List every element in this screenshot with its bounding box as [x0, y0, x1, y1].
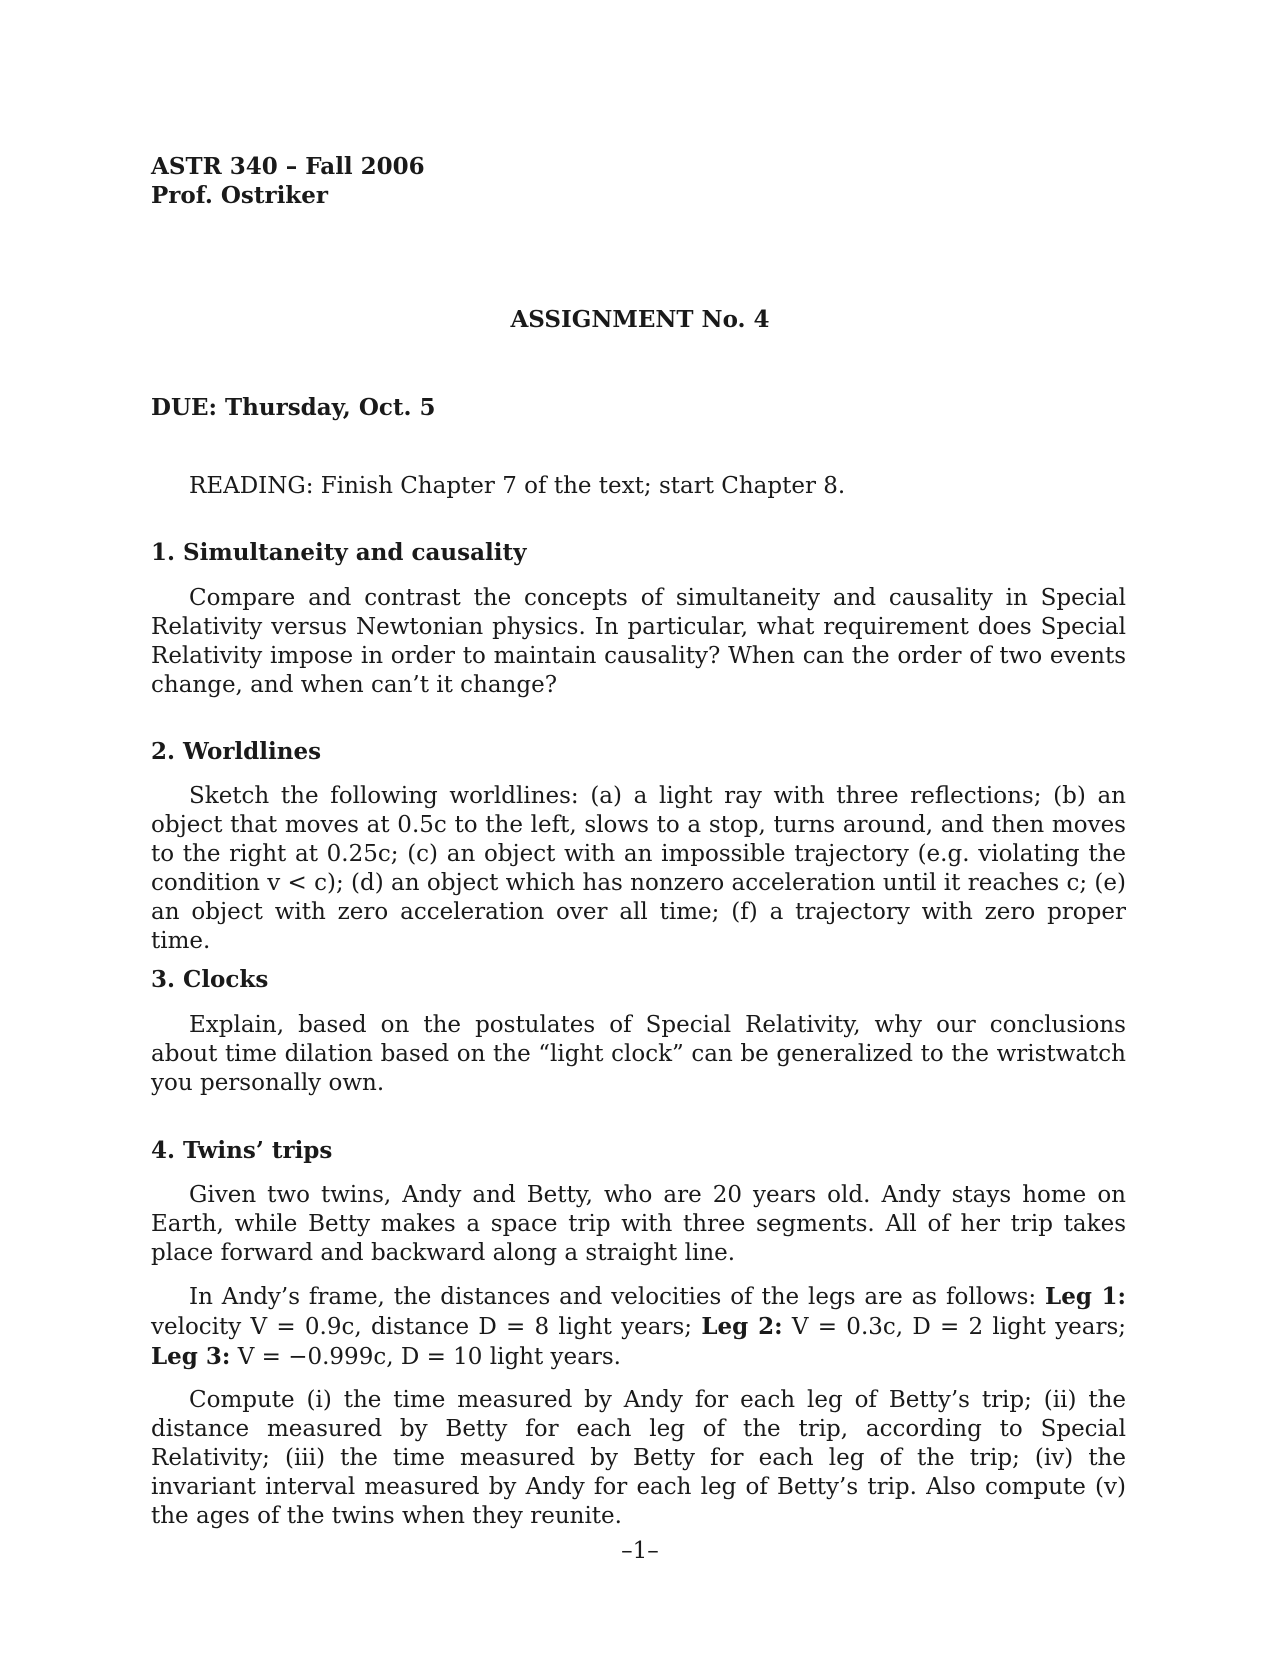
- problem-1-heading: 1. Simultaneity and causality: [151, 539, 527, 566]
- reading-note: [151, 472, 1126, 501]
- leg-3-text: V = −0.999c, D = 10 light years.: [237, 1344, 621, 1370]
- professor-name: Prof. Ostriker: [151, 182, 328, 209]
- problem-2-text: Sketch the following worldlines: (a) a light ray with three reflections; (b) an object that moves at 0.5c to the left, slows to a stop, turns around, and then moves to the right at 0.25c; (c) an object with an impossible trajectory (e.g. violating the condition v < c); (d) an object which has nonzero acceleration until it reaches c; (e) an object with zero acceleration over all time; (f) a trajectory with zero proper time.: [151, 783, 1126, 954]
- problem-4-heading: 4. Twins’ trips: [151, 1137, 333, 1164]
- course-header: [151, 152, 1126, 210]
- leg-1-text: velocity V = 0.9c, distance D = 8 light years;: [151, 1314, 693, 1340]
- problem-3-body: [151, 1011, 1126, 1098]
- problem-1-text: Compare and contrast the concepts of simultaneity and causality in Special Relativity versus Newtonian physics. In particular, what requirement does Special Relativity impose in order to maintain causality? When can the order of two events change, and when can’t it change?: [151, 585, 1126, 698]
- leg-3-label: Leg 3:: [151, 1343, 231, 1370]
- problem-4-paragraph-2: [151, 1282, 1126, 1372]
- leg-2-text: V = 0.3c, D = 2 light years;: [791, 1314, 1127, 1340]
- page-number: –1–: [621, 1538, 659, 1564]
- course-title: ASTR 340 – Fall 2006: [151, 153, 425, 180]
- problem-3-text: Explain, based on the postulates of Special Relativity, why our conclusions about time dilation based on the “light clock” can be generalized to the wristwatch you personally own.: [151, 1012, 1126, 1096]
- leg-2-label: Leg 2:: [701, 1313, 783, 1340]
- problem-4-body: [151, 1181, 1126, 1531]
- problem-4-paragraph-3: Compute (i) the time measured by Andy for each leg of Betty’s trip; (ii) the distance measured by Betty for each leg of the trip, according to Special Relativity; (iii) the time measured by Betty for each leg of the trip; (iv) the invariant interval measured by Andy for each leg of Betty’s trip. Also compute (v) the ages of the twins when they reunite.: [151, 1387, 1126, 1529]
- problem-1-body: [151, 584, 1126, 700]
- assignment-title: ASSIGNMENT No. 4: [510, 306, 770, 333]
- problem-3-heading: 3. Clocks: [151, 966, 269, 993]
- due-date: DUE: Thursday, Oct. 5: [151, 394, 436, 421]
- legs-intro: In Andy’s frame, the distances and velocities of the legs are as follows:: [189, 1284, 1037, 1310]
- problem-2-heading: 2. Worldlines: [151, 738, 322, 765]
- reading-text: READING: Finish Chapter 7 of the text; start Chapter 8.: [189, 473, 846, 499]
- problem-2-body: [151, 782, 1126, 956]
- leg-1-label: Leg 1:: [1045, 1283, 1126, 1310]
- problem-4-paragraph-1: Given two twins, Andy and Betty, who are 20 years old. Andy stays home on Earth, while Betty makes a space trip with three segments. All of her trip takes place forward and backward along a straight line.: [151, 1182, 1126, 1266]
